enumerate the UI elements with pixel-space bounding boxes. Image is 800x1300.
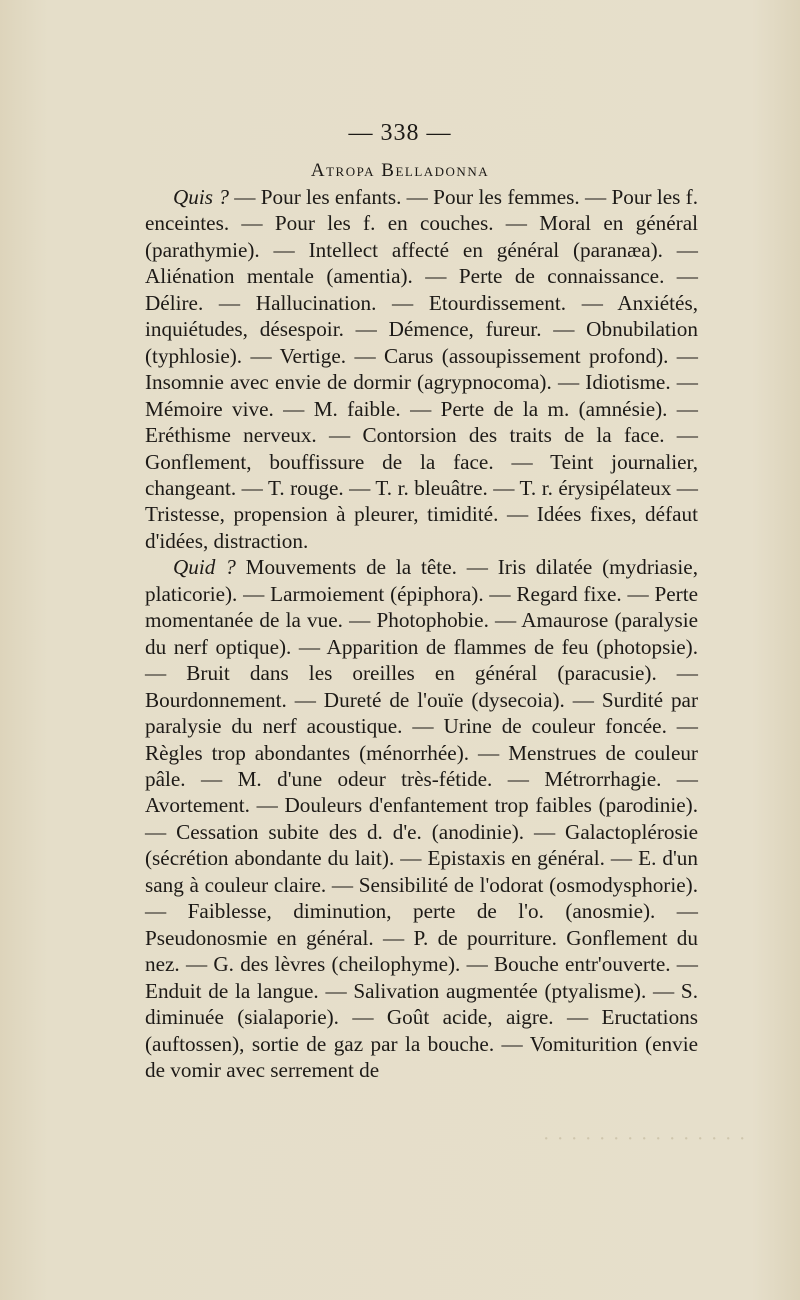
show-through-text: · · · · · · · · · · · · · · · xyxy=(542,1128,745,1150)
body-text xyxy=(145,184,698,1083)
paragraph-quis xyxy=(145,184,698,554)
page-number: — 338 — xyxy=(348,120,452,146)
paragraph-lead: Quid ? xyxy=(173,555,236,580)
paragraph-text: — Pour les enfants. — Pour les femmes. — Pour les f. enceintes. — Pour les f. en couches. — Moral en général (parathymie). — Intellect affecté en général (paranæa). — Aliénation mentale (amentia). — Perte de connaissance. — Délire. — Hallucination. — Etourdissement. — Anxiétés, inquiétudes, désespoir. — Démence, fureur. — Obnubilation (typhlosie). — Vertige. — Carus (assoupissement profond). — Insomnie avec envie de dormir (agrypnocoma). — Idiotisme. — Mémoire vive. — M. faible. — Perte de la m. (amnésie). — Eréthisme nerveux. — Contorsion des traits de la face. — Gonflement, bouffissure de la face. — Teint journalier, changeant. — T. rouge. — T. r. bleuâtre. — T. r. érysipélateux — Tristesse, propension à pleurer, timidité. — Idées fixes, défaut d'idées, distraction. xyxy=(145,185,699,553)
paragraph-text: Mouvements de la tête. — Iris dilatée (mydriasie, platicorie). — Larmoiement (épiphora). — Regard fixe. — Perte momentanée de la vue. — Photophobie. — Amaurose (paralysie du nerf optique). — Apparition de flammes de feu (photopsie). — Bruit dans les oreilles en général (paracusie). — Bourdonnement. — Dureté de l'ouïe (dysecoia). — Surdité par paralysie du nerf acoustique. — Urine de couleur foncée. — Règles trop abondantes (ménorrhée). — Menstrues de couleur pâle. — M. d'une odeur très-fétide. — Métrorrhagie. — Avortement. — Douleurs d'enfantement trop faibles (parodinie). — Cessation subite des d. d'e. (anodinie). — Galactoplérosie (sécrétion abondante du lait). — Epistaxis en général. — E. d'un sang à couleur claire. — Sensibilité de l'odorat (osmodysphorie). — Faiblesse, diminution, perte de l'o. (anosmie). — Pseudonosmie en général. — P. de pourriture. Gonflement du nez. — G. des lèvres (cheilophyme). — Bouche entr'ouverte. — Enduit de la langue. — Salivation augmentée (ptyalisme). — S. diminuée (sialaporie). — Goût acide, aigre. — Eructations (auftossen), sortie de gaz par la bouche. — Vomiturition (envie de vomir avec serrement de xyxy=(145,555,698,1082)
paragraph-lead: Quis ? xyxy=(173,185,229,209)
running-title: Atropa Belladonna xyxy=(310,160,490,181)
paragraph-quid xyxy=(145,554,698,1083)
